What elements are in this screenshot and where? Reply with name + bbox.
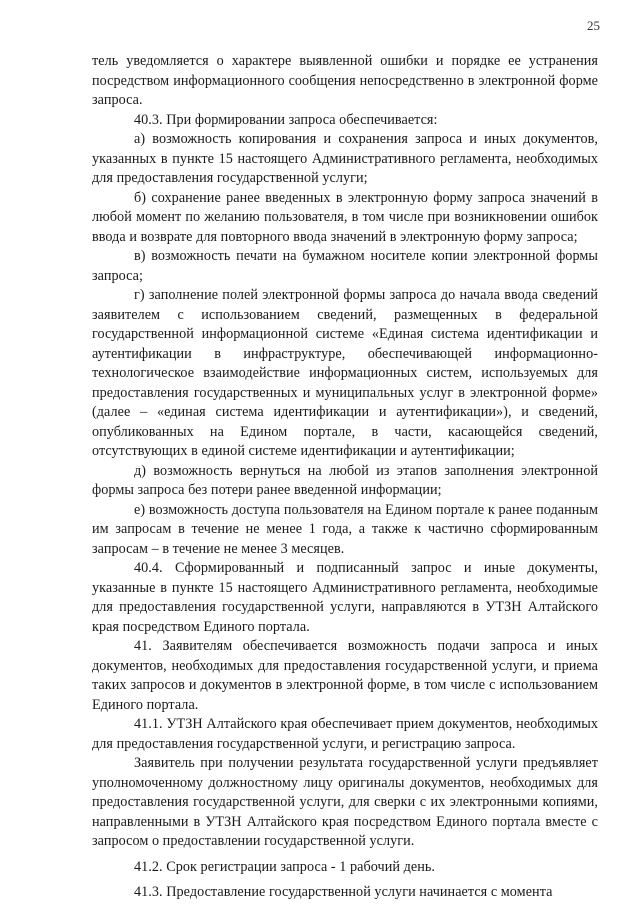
paragraph-41-1: 41.1. УТЗН Алтайского края обеспечивает прием документов, необходимых для предоставления государственной услуги, и регистрацию запроса. xyxy=(92,716,598,752)
paragraph-41-2: 41.2. Срок регистрации запроса - 1 рабочий день. xyxy=(134,858,436,875)
paragraph-40-3-b: б) сохранение ранее введенных в электронную форму запроса значений в любой момент по желанию пользователя, в том числе при возникновении ошибок ввода и возврате для повторного ввода значений в электронную форму запроса; xyxy=(92,189,598,245)
paragraph-40-3-d: д) возможность вернуться на любой из этапов заполнения электронной формы запроса без потери ранее введенной информации; xyxy=(92,462,598,498)
paragraph-41: 41. Заявителям обеспечивается возможность подачи запроса и иных документов, необходимых для предоставления государственной услуги, и приема таких запросов и документов в электронной форме, в том числе с использованием Единого портала. xyxy=(92,638,598,713)
page-number: 25 xyxy=(587,18,600,33)
paragraph-40-3: 40.3. При формировании запроса обеспечивается: xyxy=(134,111,438,128)
paragraph-40-3-e: е) возможность доступа пользователя на Едином портале к ранее поданным им запросам в течение не менее 1 года, а также к частично сформированным запросам – в течение не менее 3 месяцев. xyxy=(92,501,598,557)
paragraph-40-4: 40.4. Сформированный и подписанный запрос и иные документы, указанные в пункте 15 настоящего Административного регламента, необходимые для предоставления государственной услуги, направляются в УТЗН Алтайского края посредством Единого портала. xyxy=(92,560,598,635)
document-body xyxy=(92,52,598,903)
paragraph-41-3: 41.3. Предоставление государственной услуги начинается с момента xyxy=(134,884,553,900)
paragraph-40-3-v: в) возможность печати на бумажном носителе копии электронной формы запроса; xyxy=(92,248,598,284)
paragraph-continuation: тель уведомляется о характере выявленной ошибки и порядке ее устранения посредством информационного сообщения непосредственно в электронной форме запроса. xyxy=(92,53,598,108)
paragraph-40-3-g: г) заполнение полей электронной формы запроса до начала ввода сведений заявителем с использованием сведений, размещенных в федеральной государственной информационной системе «Единая система идентификации и аутентификации в инфраструктуре, обеспечивающей информационно-технологическое взаимодействие информационных систем, используемых для предоставления государственных и муниципальных услуг в электронной форме» (далее – «единая система идентификации и аутентификации»), и сведений, опубликованных на Едином портале, в части, касающейся сведений, отсутствующих в единой системе идентификации и аутентификации; xyxy=(92,287,598,459)
paragraph-applicant: Заявитель при получении результата государственной услуги предъявляет уполномоченному должностному лицу оригиналы документов, необходимых для предоставления государственной услуги, для сверки с их электронными копиями, направленными в УТЗН Алтайского края посредством Единого портала вместе с запросом о предоставлении государственной услуги. xyxy=(92,755,598,849)
paragraph-40-3-a: а) возможность копирования и сохранения запроса и иных документов, указанных в пункте 15 настоящего Административного регламента, необходимых для предоставления государственной услуги; xyxy=(92,131,598,186)
